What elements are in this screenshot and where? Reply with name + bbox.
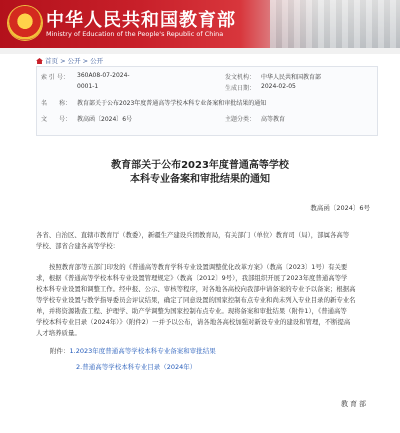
header-bar <box>0 48 400 54</box>
attachment-1-link[interactable]: 1.2023年度普通高等学校本科专业备案和审批结果 <box>69 347 216 355</box>
attachment-2-link[interactable]: 2.普通高等学校本科专业目录（2024年） <box>76 363 197 371</box>
index-label: 索 引 号： <box>41 74 69 81</box>
index-value: 360A08-07-2024- <box>77 72 130 79</box>
breadcrumb-text[interactable]: 首页 > 公开 > 公开 <box>45 57 104 65</box>
site-header <box>0 0 400 48</box>
doc-number-label: 文 号： <box>41 116 72 123</box>
site-subtitle: Ministry of Education of the People's Republic of China <box>46 30 224 38</box>
address-paragraph <box>36 230 376 252</box>
great-wall-decoration <box>270 0 400 48</box>
body-line: 校本科专业设置和调整工作。经申报、公示、审核等程序，对各地各高校向我部申请备案的专业予以备案；根据高 <box>36 285 356 293</box>
doc-number-value: 教高函〔2024〕6号 <box>77 116 133 123</box>
topic-value: 高等教育 <box>261 116 286 123</box>
address-line: 学校、部省合建各高等学校： <box>36 242 120 250</box>
national-emblem-icon[interactable] <box>8 6 42 40</box>
site-title[interactable]: 中华人民共和国教育部 <box>46 10 236 31</box>
body-line: 单，并将资源勘查工程、护理学、助产学调整为国家控制布点专业。现将备案和审批结果（附件1），《普通高等 <box>36 307 347 315</box>
topic-label: 主题分类： <box>225 116 256 123</box>
document-info-table <box>36 66 378 136</box>
body-line: 等学校专业设置与教学指导委员会评议结果，确定了同意设置的国家控制布点专业和尚未列入专业目录的新专业名 <box>36 296 356 304</box>
gen-date-value: 2024-02-05 <box>261 83 296 90</box>
publisher-value: 中华人民共和国教育部 <box>261 74 322 81</box>
attachments-label: 附件： <box>50 347 70 355</box>
document-title-line1: 教育部关于公布2023年度普通高等学校 <box>111 160 289 171</box>
attachment-1[interactable] <box>50 346 216 355</box>
body-line: 求，根据《普通高等学校本科专业设置管理规定》（教高〔2012〕9号），我部组织开展了2023年度普通高等学 <box>36 274 348 282</box>
body-line: 按照教育部等五部门印发的《普通高等教育学科专业设置调整优化改革方案》（教高〔2023〕1号）有关要 <box>49 263 348 271</box>
document-number: 教高函〔2024〕6号 <box>310 204 370 212</box>
body-paragraph <box>36 262 376 339</box>
signature: 教育部 <box>341 400 368 408</box>
doc-name-value: 教育部关于公布2023年度普通高等学校本科专业备案和审批结果的通知 <box>77 100 267 107</box>
index-value-2: 0001-1 <box>77 83 99 90</box>
document-title-line2: 本科专业备案和审批结果的通知 <box>130 174 270 185</box>
body-line: 学校本科专业目录（2024年）》（附件2）一并予以公布，请各地各高校加强对新设专业的建设和管理，不断提高 <box>36 318 351 326</box>
address-line: 各省、自治区、直辖市教育厅（教委），新疆生产建设兵团教育局，有关部门（单位）教育司（局），部属各高等 <box>36 231 350 239</box>
body-line: 人才培养质量。 <box>36 329 81 337</box>
gen-date-label: 生成日期： <box>225 85 256 92</box>
attachment-2[interactable] <box>76 362 196 371</box>
home-icon <box>36 58 43 64</box>
doc-name-label: 名 称： <box>41 100 72 107</box>
publisher-label: 发文机构： <box>225 74 256 81</box>
breadcrumb[interactable] <box>36 56 103 65</box>
